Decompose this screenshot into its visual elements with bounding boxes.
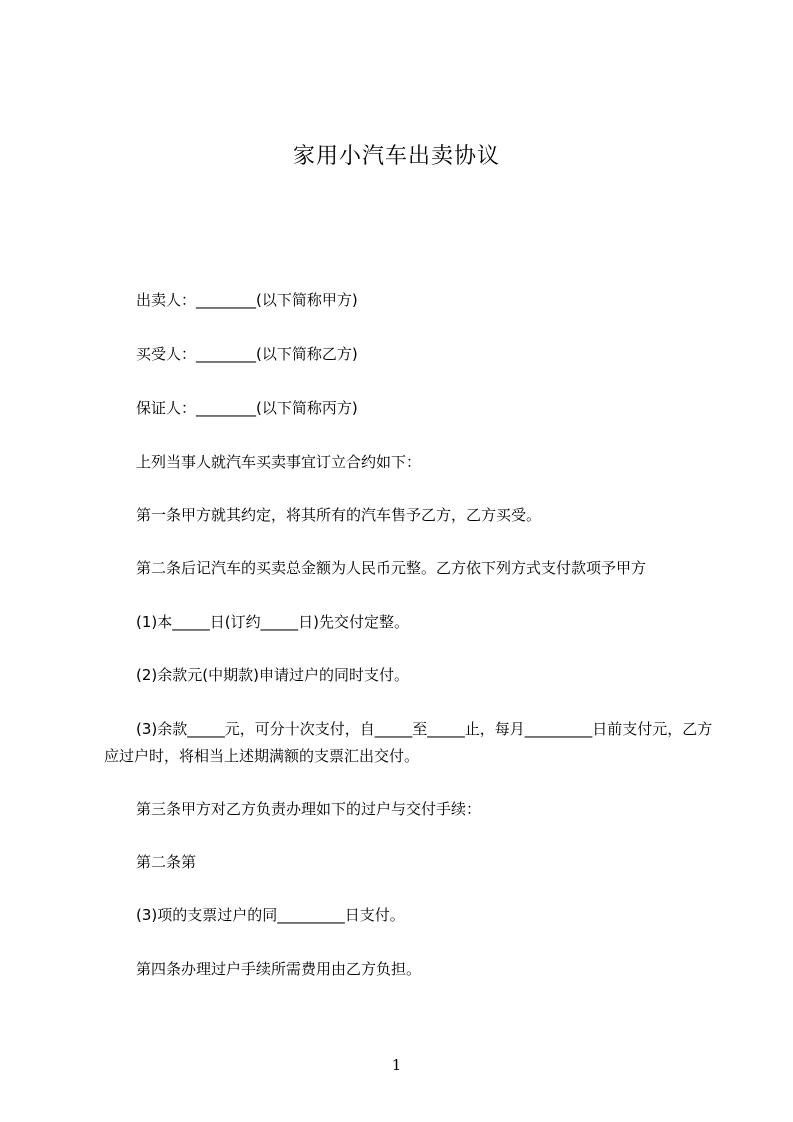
seller-line: 出卖人：________(以下简称甲方) xyxy=(136,291,358,309)
payment-item-3: (3)余款_____元，可分十次支付，自_____至_____止，每月_________日前支付元，乙方应过户时，将相当上述期满额的支票汇出交付。 xyxy=(104,720,713,765)
guarantor-line: 保证人：________(以下简称丙方) xyxy=(136,399,358,417)
check-transfer-item: (3)项的支票过户的同_________日支付。 xyxy=(136,906,405,924)
article-3-paragraph: 第三条甲方对乙方负责办理如下的过户与交付手续： xyxy=(136,800,482,818)
article-4-paragraph: 第四条办理过户手续所需费用由乙方负担。 xyxy=(136,960,422,978)
document-title: 家用小汽车出卖协议 xyxy=(292,144,500,169)
payment-item-2: (2)余款元(中期款)申请过户的同时支付。 xyxy=(136,666,409,684)
article-2-paragraph: 第二条后记汽车的买卖总金额为人民币元整。乙方依下列方式支付款项予甲方 xyxy=(136,559,647,577)
article-2-reference: 第二条第 xyxy=(136,853,197,871)
preamble-paragraph: 上列当事人就汽车买卖事宜订立合约如下： xyxy=(136,453,422,471)
payment-item-1: (1)本_____日(订约_____日)先交付定整。 xyxy=(136,613,409,631)
buyer-line: 买受人：________(以下简称乙方) xyxy=(136,345,358,363)
page-number: 1 xyxy=(391,1056,402,1074)
article-1-paragraph: 第一条甲方就其约定，将其所有的汽车售予乙方，乙方买受。 xyxy=(136,506,542,524)
